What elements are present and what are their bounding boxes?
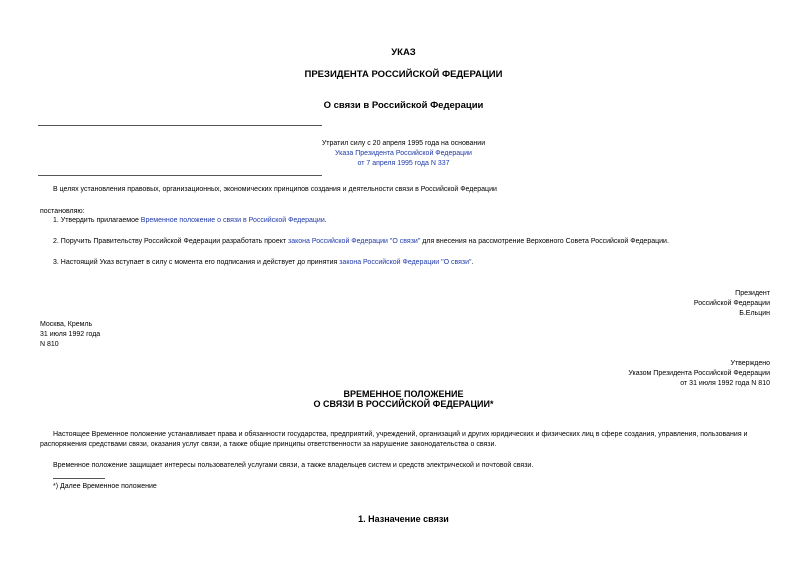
signing-date: 31 июля 1992 года: [40, 331, 101, 338]
regulation-paragraph-1-cont: распоряжения средствами связи, оказания услуг связи, а также общие принципы ответственности за нарушение законодательства о связи.: [40, 441, 497, 448]
resolve-word: постановляю:: [40, 208, 85, 215]
approval-label: Утверждено: [730, 360, 770, 367]
bottom-divider: [38, 175, 322, 176]
signature-name: Б.Ельцин: [739, 310, 770, 317]
communications-law-link[interactable]: закона Российской Федерации "О связи": [288, 238, 421, 245]
decree-title: УКАЗ: [391, 47, 416, 58]
footnote-divider: [53, 478, 105, 479]
item-1-prefix: 1. Утвердить прилагаемое: [53, 217, 141, 224]
validity-note: Утратил силу с 20 апреля 1995 года на основании: [321, 140, 486, 147]
item-1: [53, 216, 327, 225]
regulation-title: ВРЕМЕННОЕ ПОЛОЖЕНИЕ: [343, 389, 464, 399]
approval-authority: Указом Президента Российской Федерации: [628, 370, 770, 377]
signing-place: Москва, Кремль: [40, 321, 93, 328]
top-divider: [38, 125, 322, 126]
communications-law-link-2[interactable]: закона Российской Федерации "О связи": [339, 259, 472, 266]
item-1-suffix: .: [324, 217, 327, 224]
section-1-heading: 1. Назначение связи: [358, 514, 449, 524]
footnote: *) Далее Временное положение: [53, 483, 157, 490]
decree-number: N 810: [40, 341, 59, 348]
decree-subject: О связи в Российской Федерации: [323, 100, 484, 111]
repeal-decree-date-link[interactable]: от 7 апреля 1995 года N 337: [357, 160, 450, 167]
repeal-decree-link[interactable]: Указа Президента Российской Федерации: [335, 150, 472, 157]
preamble: В целях установления правовых, организационных, экономических принципов создания и деятельности связи в Российской Федерации: [53, 186, 497, 193]
item-2-prefix: 2. Поручить Правительству Российской Федерации разработать проект: [53, 238, 288, 245]
item-2: [53, 237, 669, 246]
regulation-paragraph-2: Временное положение защищает интересы пользователей услугами связи, а также владельцев систем и средств электрической и почтовой связи.: [53, 462, 534, 469]
regulation-paragraph-1: Настоящее Временное положение устанавливает права и обязанности государства, предприятий, учреждений, организаций и других юридических и физических лиц в сфере создания, управления, пользования и: [53, 431, 748, 438]
regulation-subtitle: О СВЯЗИ В РОССИЙСКОЙ ФЕДЕРАЦИИ*: [313, 399, 494, 409]
item-3-suffix: .: [471, 259, 474, 266]
item-3: [53, 258, 474, 267]
item-3-prefix: 3. Настоящий Указ вступает в силу с момента его подписания и действует до принятия: [53, 259, 340, 266]
regulation-link[interactable]: Временное положение о связи в Российской Федерации: [140, 217, 325, 224]
signature-title: Президент: [735, 290, 770, 297]
signature-country: Российской Федерации: [693, 300, 770, 307]
approval-date: от 31 июля 1992 года N 810: [680, 380, 770, 387]
item-2-suffix: для внесения на рассмотрение Верховного Совета Российской Федерации.: [420, 238, 669, 245]
decree-issuer: ПРЕЗИДЕНТА РОССИЙСКОЙ ФЕДЕРАЦИИ: [304, 69, 503, 80]
